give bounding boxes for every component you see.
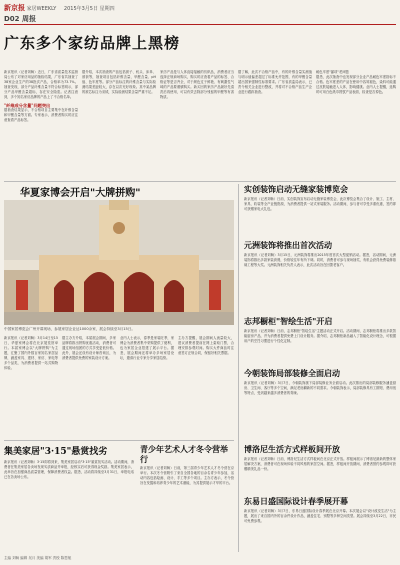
jimei-text: 新京报讯（记者刘畅）3·15即将到来，集美家居启动"3·15"悬赏找劣活动。活动期间，消费者在集美家居各卖场发现劣质商品并举报，经核实后可获得现金奖励。集美家居表示，此举旨在加强商品质量管理，保障消费者权益。据悉，活动将持续至3月31日，举报电话已在各卖场公布。 bbox=[4, 460, 134, 479]
side-text-5: 新京报讯（记者刘畅）日前，博洛尼生活方式样板间在北京正式开放。样板间展示了博洛尼最新的整体家居解决方案，消费者可在现场体验不同风格的家居空间。据悉，样板间开放期间，消费者预约参观即可获赠精美礼品一份。 bbox=[244, 457, 396, 471]
photo-caption: 中国家居博览会广州开幕现场，参展家居企业达1000余家，展会持续至3月15日。 bbox=[4, 327, 136, 331]
masthead-weekly: 家居WEEKLY bbox=[26, 6, 57, 12]
side-headline-1: 实创装饰启动无缝家装博览会 bbox=[244, 184, 348, 194]
main-article-col1 bbox=[4, 70, 78, 178]
main-article-col5: 耐色牢度"漏项"老问题 据悉，此次抽查中也发现部分企业产品耐色牢度指标不合格。色牢度差的产品在使用中容易褪色，染料可能通过皮肤接触进入人体，影响健康。业内人士提醒，选购时可用白色纸巾擦拭产品表面，检查是否掉色。 bbox=[316, 70, 396, 94]
side-text-4: 新京报讯（记者刘畅）3月7日，今朝装饰旗下局部装修业务全面启动。此次推出的局部装修服务涵盖厨房、卫生间、客厅等多个空间，满足老房翻新的不同需求。今朝装饰表示，局部装修具有工期短、费用低等特点，受到越来越多消费者的青睐。 bbox=[244, 381, 396, 395]
art-camp-text: 新京报讯（记者刘畅）日前，第三届青少年艺术人才冬令营在京举行。本次冬令营吸引了来自全国各地的百余名青少年参加，活动内容包括绘画、设计、手工等多个项目。主办方表示，冬令营旨在发掘和培养青少年的艺术潜能，为其提供展示才华的平台。 bbox=[140, 466, 234, 485]
main-article-col3: 家纺产品是与人体直接接触的纺织品，消费者应当选择正规商场购买，购买时应查看产品的标签、合格证等是否齐全，对于颜色过于鲜艳、有刺激性气味的产品要谨慎购买。新买回的家纺产品最好先清洗后再使用，可以有效去除部分残留的甲醛等有害物质。 bbox=[160, 70, 234, 99]
side-headline-6: 东易日盛国际设计春季展开幕 bbox=[244, 496, 348, 506]
side-text-1: 新京报讯（记者刘畅）日前，实创装饰宣布启动无缝家装博览会，此次博览会集合了设计、施工、主材、家具、软装等全产业链资源，为消费者提供一站式家装服务。活动期间，参与者可享受多重优惠，签约即可获赠家电大礼包。 bbox=[244, 197, 396, 211]
main-article-col4: 据了解，此次不合格产品中，有的纤维含量实测值与明示值偏差超过了标准允许范围，有的甲醛含量超出国家强制性标准要求。广东省质监局表示，已责令相关企业进行整改，并将对不合格产品生产企业进行跟踪抽查。 bbox=[238, 70, 312, 94]
side-headline-5: 博洛尼生活方式样板间开放 bbox=[244, 444, 340, 454]
expo-article-col4: 主办方提醒，展会期间人流量较大，建议消费者提前在网上索取门票，合理安排参观时间。购买大件商品时注意签订正规合同，保留好相关票据。 bbox=[178, 336, 234, 355]
main-article-col1-text: 新京报讯（记者刘畅）近日，广东省质量技术监督局公布了对家纺用品的抽检结果，广东省共抽查了38家企业生产的38批次产品，合格率为73.7%。抽查发现，部分产品纤维含量不符合标签明示，部分产品甲醛含量超标，存在安全隐患。记者注意到，多个知名家纺品牌的产品上了不合格名单。 bbox=[4, 70, 78, 99]
masthead-brand: 新京报 bbox=[4, 4, 25, 12]
masthead bbox=[4, 2, 396, 14]
side-headline-3: 志邦橱柜"智绘生活"开启 bbox=[244, 316, 333, 326]
column-divider bbox=[238, 184, 239, 552]
expo-photo-image bbox=[4, 200, 234, 325]
expo-headline: 华夏家博会开启"大牌拼购" bbox=[20, 188, 141, 199]
top-rule bbox=[4, 24, 396, 25]
main-article-subhead: "纤维成分含量"问题突出 bbox=[4, 103, 51, 108]
main-headline: 广东多个家纺品牌上黑榜 bbox=[4, 34, 181, 52]
section-tag: D02 周报 bbox=[4, 15, 36, 23]
main-article-col2: 据介绍，本次抽查的产品包括被子、枕头、床单、被套等，抽查项目包括纤维含量、甲醛含量、pH值、色牢度等。部分产品标注的纤维含量与实际检测结果差距较大，存在以次充好现象。其中某品牌的被芯标注为羽绒，实际检测结果含量严重不足。 bbox=[82, 70, 156, 94]
side-text-2: 新京报讯（记者刘畅）3月15日，元洲装饰将推出2015年度首次大型促销活动。据悉，活动期间，元洲装饰将推出多款家装套餐，价格较往年有所下调。同时，消费者可参与现场抽奖，有机会获得免费装修基础工程等大奖。元洲装饰相关负责人表示，此次活动旨在回馈老客户。 bbox=[244, 253, 396, 267]
bottom-divider bbox=[4, 440, 234, 441]
jimei-headline: 集美家居"3·15"悬赏找劣 bbox=[4, 447, 108, 457]
expo-article-col2: 据主办方介绍，本届展会期间，多家品牌将推出拼购优惠活动，消费者可通过现场组团的方式享受更低价格。此外，展会还设有设计师咨询区，为消费者提供免费的家装设计方案。 bbox=[62, 336, 116, 360]
expo-photo bbox=[4, 200, 234, 325]
side-text-6: 新京报讯（记者刘畅）3月7日，东易日盛国际设计春季展在北京开幕。本次展会以"设计改变生活"为主题，展出了来自国内外的百余件设计作品，涵盖住宅、别墅等多种空间类型。展会持续至3月22日，市民可免费参观。 bbox=[244, 509, 396, 523]
section-divider bbox=[4, 181, 396, 182]
art-camp-headline: 青少年艺术人才冬令营举行 bbox=[140, 444, 228, 464]
footer-credits: 主编 刘畅 编辑 吴月 美编 胡军 责校 陈思航 bbox=[4, 556, 72, 560]
main-article-col1b-text: 据抽查结果显示，不合格项目主要集中在纤维含量和甲醛含量等方面。专家表示，消费者购买时应注意查看产品标签。 bbox=[4, 108, 78, 122]
expo-article-col1: 新京报讯（记者刘畅）3月14日至15日，华夏家博会将在北京展览馆举行。本届家博会以"大牌拼购"为主题，汇聚了国内外数百家知名家居品牌，涵盖家具、建材、家纺、家电等多个品类，为消费者提供一站式购物体验。 bbox=[4, 336, 58, 370]
side-text-3: 新京报讯（记者刘畅）日前，志邦橱柜"智绘生活"主题活动正式开启。活动期间，志邦橱柜将推出多款智能厨房产品，并为消费者提供免费上门设计服务。据介绍，志邦橱柜新品融入了智能化设计理念，可根据用户的烹饪习惯进行个性化定制。 bbox=[244, 329, 396, 343]
expo-article-col3: 业内人士表示，春季是家装旺季，家博会为消费者集中采购提供了便利，也为家居企业搭建了展示平台。据悉，展会期间还将举办多场家居论坛，邀请行业专家分享家居趋势。 bbox=[120, 336, 174, 360]
side-headline-2: 元洲装饰将推出首次活动 bbox=[244, 240, 332, 250]
masthead-date: 2015年3月5日 星期四 bbox=[63, 6, 115, 12]
side-headline-4: 今朝装饰局部装修全面启动 bbox=[244, 368, 340, 378]
